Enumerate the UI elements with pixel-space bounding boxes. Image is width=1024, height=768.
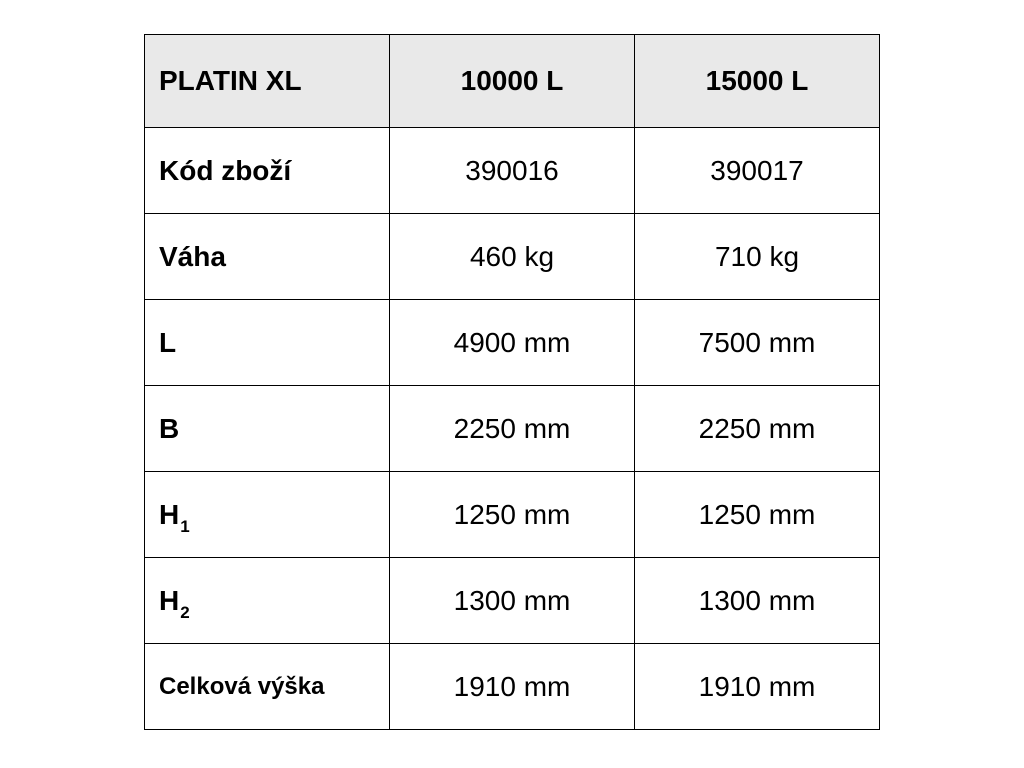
cell-value: 1910 mm xyxy=(390,644,635,730)
row-label-h2-text: H xyxy=(159,584,180,616)
table-body xyxy=(145,128,880,730)
table-header xyxy=(145,35,880,128)
cell-value: 390016 xyxy=(390,128,635,214)
cell-value: 1250 mm xyxy=(635,472,880,558)
row-label-h2-subscript: 2 xyxy=(180,602,190,622)
row-label-vaha: Váha xyxy=(145,214,390,300)
cell-value: 1300 mm xyxy=(635,558,880,644)
row-label-h1-text: H xyxy=(159,498,180,530)
header-15000l: 15000 L xyxy=(635,35,880,128)
cell-value: 1250 mm xyxy=(390,472,635,558)
table-row xyxy=(145,472,880,558)
cell-value: 2250 mm xyxy=(635,386,880,472)
header-product-name: PLATIN XL xyxy=(145,35,390,128)
table-row xyxy=(145,386,880,472)
table-row xyxy=(145,300,880,386)
row-label-h2 xyxy=(145,558,390,644)
table-row xyxy=(145,128,880,214)
row-label-celkova-vyska: Celková výška xyxy=(145,644,390,730)
cell-value: 1910 mm xyxy=(635,644,880,730)
row-label-b: B xyxy=(145,386,390,472)
header-row xyxy=(145,35,880,128)
cell-value: 7500 mm xyxy=(635,300,880,386)
row-label-h1 xyxy=(145,472,390,558)
table-row xyxy=(145,214,880,300)
cell-value: 710 kg xyxy=(635,214,880,300)
cell-value: 4900 mm xyxy=(390,300,635,386)
table-row xyxy=(145,644,880,730)
table-row xyxy=(145,558,880,644)
cell-value: 1300 mm xyxy=(390,558,635,644)
cell-value: 460 kg xyxy=(390,214,635,300)
cell-value: 390017 xyxy=(635,128,880,214)
cell-value: 2250 mm xyxy=(390,386,635,472)
row-label-h1-subscript: 1 xyxy=(180,516,190,536)
spec-table xyxy=(144,34,880,730)
header-10000l: 10000 L xyxy=(390,35,635,128)
row-label-l: L xyxy=(145,300,390,386)
row-label-kod-zbozi: Kód zboží xyxy=(145,128,390,214)
